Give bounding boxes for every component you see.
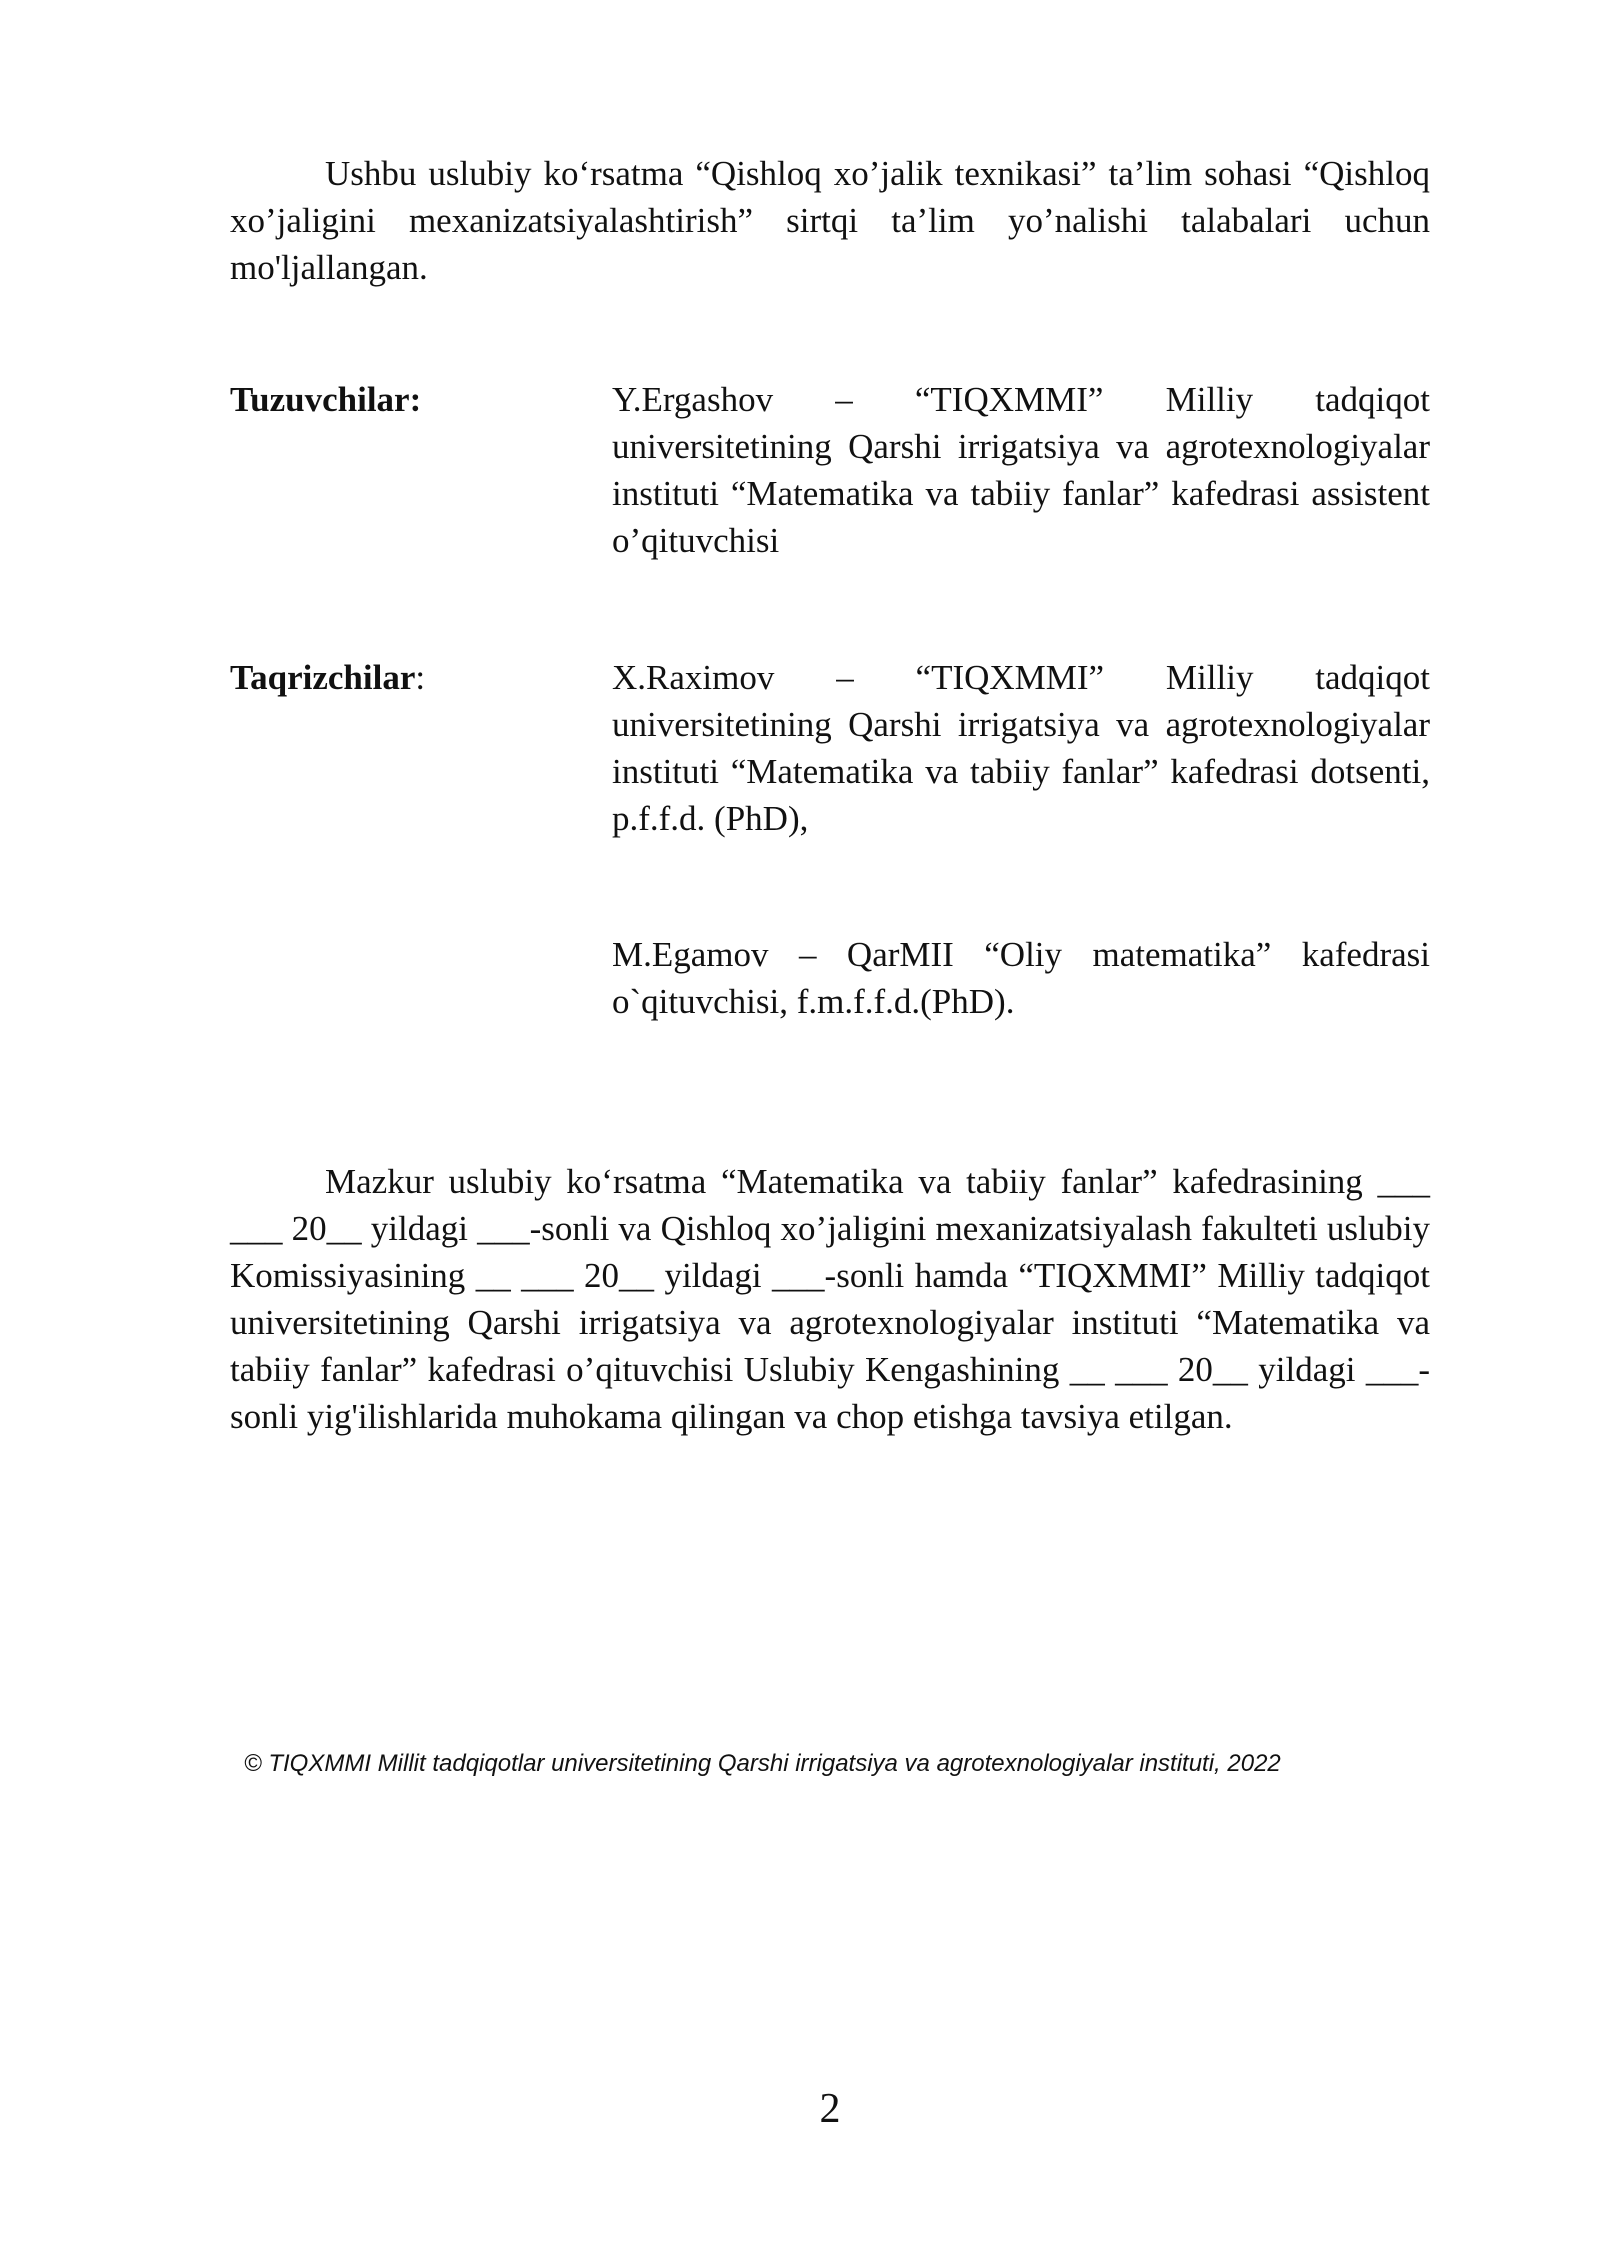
reviewer-entry: X.Raximov – “TIQXMMI” Milliy tadqiqot universitetining Qarshi irrigatsiya va agrotexnologiyalar instituti “Matematika va tabiiy fanlar” kafedrasi dotsenti, p.f.f.d. (PhD), [612,658,1430,838]
authors-label-text: Tuzuvchilar: [230,380,422,419]
reviewers-label-text: Taqrizchilar [230,658,416,697]
page-number: 2 [819,2086,841,2132]
authors-label [230,376,421,423]
reviewer-entry: M.Egamov – QarMII “Oliy matematika” kafedrasi o`qituvchisi, f.m.f.f.d.(PhD). [612,935,1430,1021]
copyright-notice: © TIQXMMI Millit tadqiqotlar universitetining Qarshi irrigatsiya va agrotexnologiyalar instituti, 2022 [244,1750,1281,1777]
author-entry: Y.Ergashov – “TIQXMMI” Milliy tadqiqot universitetining Qarshi irrigatsiya va agrotexnologiyalar instituti “Matematika va tabiiy fanlar” kafedrasi assistent o’qituvchisi [612,380,1430,560]
reviewers-label-colon: : [415,658,426,697]
intro-paragraph: Ushbu uslubiy ko‘rsatma “Qishloq xo’jalik texnikasi” ta’lim sohasi “Qishloq xo’jaligini mexanizatsiyalashtirish” sirtqi ta’lim yo’nalishi talabalari uchun mo'ljallangan. [230,154,1430,287]
approval-paragraph: Mazkur uslubiy ko‘rsatma “Matematika va tabiiy fanlar” kafedrasining ___ ___ 20__ yildagi ___-sonli va Qishloq xo’jaligini mexanizatsiyalash fakulteti uslubiy Komissiyasining __ ___ 20__ yildagi ___-sonli hamda “TIQXMMI” Milliy tadqiqot universitetining Qarshi irrigatsiya va agrotexnologiyalar instituti “Matematika va tabiiy fanlar” kafedrasi o’qituvchisi Uslubiy Kengashining __ ___ 20__ yildagi ___-sonli yig'ilishlarida muhokama qilingan va chop etishga tavsiya etilgan. [230,1162,1430,1436]
reviewers-label [230,654,425,701]
